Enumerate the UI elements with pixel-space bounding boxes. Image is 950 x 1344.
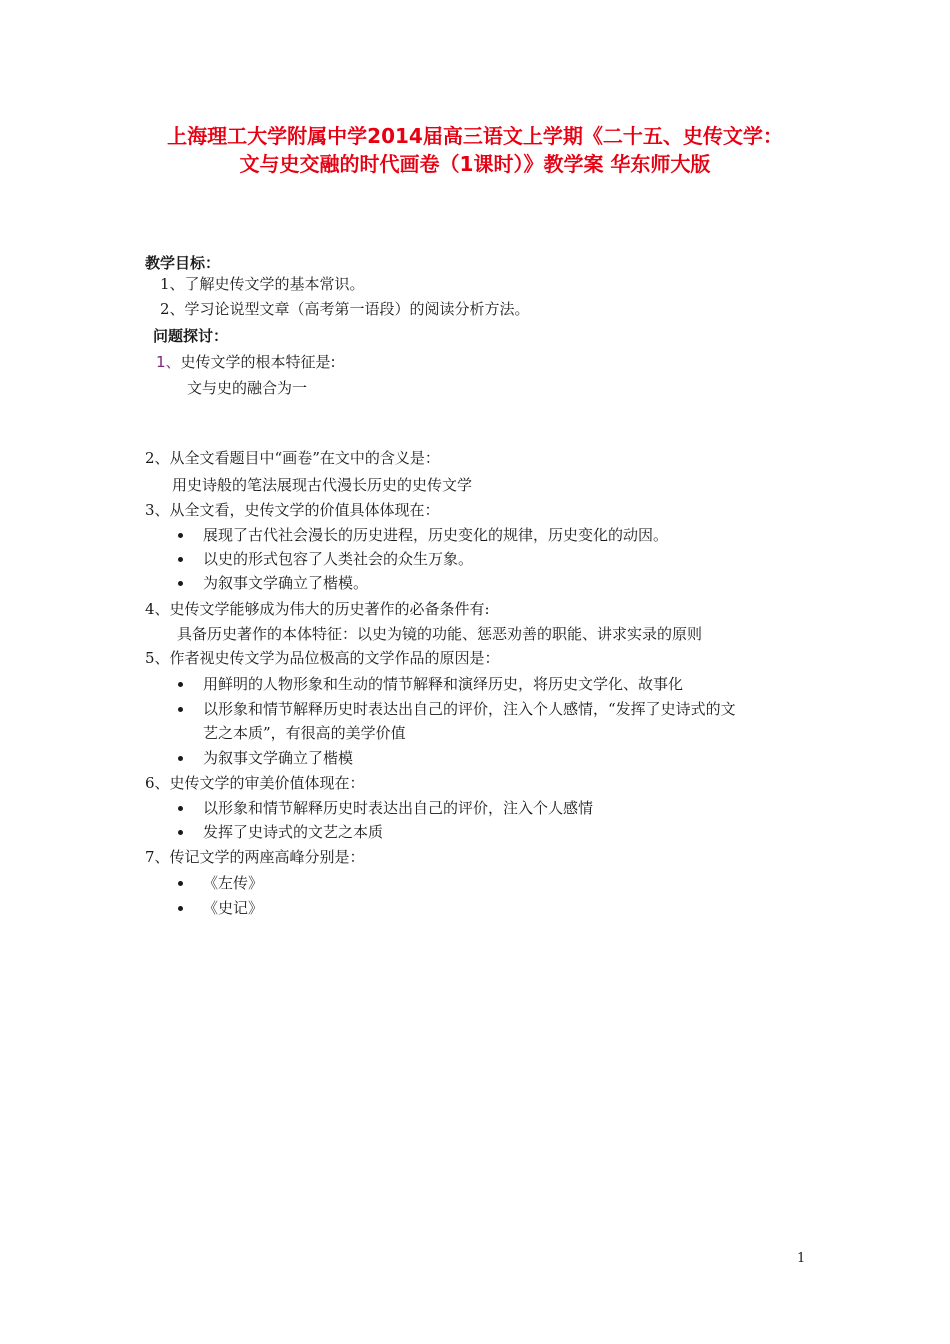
question-3-bullet-2: 以史的形式包容了人类社会的众生万象。 xyxy=(203,550,474,568)
question-6: 6、史传文学的审美价值体现在： xyxy=(145,774,365,792)
question-2: 2、从全文看题目中“画卷”在文中的含义是： xyxy=(145,449,440,467)
question-6-bullet-1: 以形象和情节解释历史时表达出自己的评价，注入个人感情 xyxy=(203,799,594,817)
bullet-icon xyxy=(178,806,183,811)
question-1-number: 1、 xyxy=(156,353,181,371)
bullet-icon xyxy=(178,533,183,538)
question-3-bullet-1: 展现了古代社会漫长的历史进程，历史变化的规律，历史变化的动因。 xyxy=(203,526,669,544)
question-2-answer: 用史诗般的笔法展现古代漫长历史的史传文学 xyxy=(172,476,473,494)
question-1 xyxy=(156,351,336,373)
question-3: 3、从全文看，史传文学的价值具体体现在： xyxy=(145,501,440,519)
bullet-icon xyxy=(178,557,183,562)
bullet-icon xyxy=(178,581,183,586)
question-5-bullet-1: 用鲜明的人物形象和生动的情节解释和演绎历史，将历史文学化、故事化 xyxy=(203,675,684,693)
question-5: 5、作者视史传文学为品位极高的文学作品的原因是： xyxy=(145,649,500,667)
discussion-heading: 问题探讨： xyxy=(153,327,229,345)
question-7-bullet-2: 《史记》 xyxy=(203,899,264,917)
question-5-bullet-3: 为叙事文学确立了楷模 xyxy=(203,749,354,767)
objectives-heading: 教学目标： xyxy=(145,254,221,272)
question-1-answer: 文与史的融合为一 xyxy=(187,379,308,397)
question-6-bullet-2: 发挥了史诗式的文艺之本质 xyxy=(203,823,384,841)
question-7-bullet-1: 《左传》 xyxy=(203,874,264,892)
question-4: 4、史传文学能够成为伟大的历史著作的必备条件有: xyxy=(145,600,490,618)
question-5-bullet-2: 以形象和情节解释历史时表达出自己的评价，注入个人感情，“发挥了史诗式的文 xyxy=(203,700,736,718)
objective-item-1: 1、了解史传文学的基本常识。 xyxy=(160,275,365,293)
bullet-icon xyxy=(178,682,183,687)
bullet-icon xyxy=(178,756,183,761)
objective-item-2: 2、学习论说型文章（高考第一语段）的阅读分析方法。 xyxy=(160,300,530,318)
question-1-text: 史传文学的根本特征是: xyxy=(180,353,336,371)
bullet-icon xyxy=(178,881,183,886)
question-4-answer: 具备历史著作的本体特征：以史为镜的功能、惩恶劝善的职能、讲求实录的原则 xyxy=(177,625,703,643)
document-title-line-2: 文与史交融的时代画卷（1课时）》教学案 华东师大版 xyxy=(239,152,711,176)
bullet-icon xyxy=(178,830,183,835)
page-number: 1 xyxy=(797,1251,806,1266)
question-5-bullet-2-continued: 艺之本质”，有很高的美学价值 xyxy=(203,724,406,742)
bullet-icon xyxy=(178,906,183,911)
document-title-line-1: 上海理工大学附属中学2014届高三语文上学期《二十五、史传文学： xyxy=(167,124,783,148)
bullet-icon xyxy=(178,707,183,712)
question-7: 7、传记文学的两座高峰分别是： xyxy=(145,848,365,866)
question-3-bullet-3: 为叙事文学确立了楷模。 xyxy=(203,574,369,592)
